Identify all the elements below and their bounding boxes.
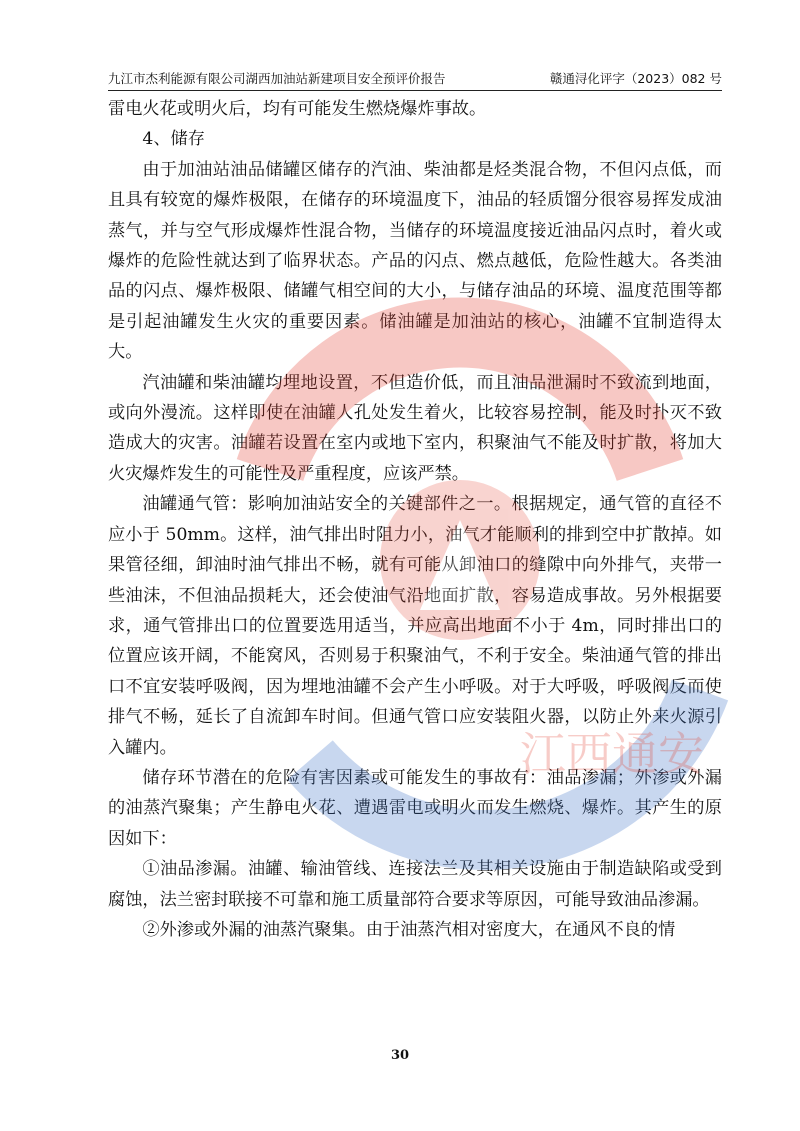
page-header xyxy=(108,68,722,91)
paragraph: 由于加油站油品储罐区储存的汽油、柴油都是烃类混合物，不但闪点低，而且具有较宽的爆炸极限，在储存的环境温度下，油品的轻质馏分很容易挥发成油蒸气，并与空气形成爆炸性混合物，当储存的环境温度接近油品闪点时，着火或爆炸的危险性就达到了临界状态。产品的闪点、燃点越低，危险性越大。各类油品的闪点、爆炸极限、储罐气相空间的大小，与储存油品的环境、温度范围等都是引起油罐发生火灾的重要因素。储油罐是加油站的核心，油罐不宜制造得太大。 xyxy=(108,159,722,363)
paragraph: ①油品渗漏。油罐、输油管线、连接法兰及其相关设施由于制造缺陷或受到腐蚀，法兰密封联接不可靠和施工质量部符合要求等原因，可能导致油品渗漏。 xyxy=(108,859,722,910)
page-number: 30 xyxy=(390,1048,410,1063)
report-title: 九江市杰利能源有限公司湖西加油站新建项目安全预评价报告 xyxy=(108,71,446,86)
section-heading-storage: 4、储存 xyxy=(142,129,205,150)
paragraph: 油罐通气管：影响加油站安全的关键部件之一。根据规定，通气管的直径不应小于 50mm。这样，油气排出时阻力小，油气才能顺利的排到空中扩散掉。如果管径细，卸油时油气排出不畅，就有可能从卸油口的缝隙中向外排气，夹带一些油沫，不但油品损耗大，还会使油气沿地面扩散，容易造成事故。另外根据要求，通气管排出口的位置要选用适当，并应高出地面不小于 4m，同时排出口的位置应该开阔，不能窝风，否则易于积聚油气，不利于安全。柴油通气管的排出口不宜安装呼吸阀，因为埋地油罐不会产生小呼吸。对于大呼吸，呼吸阀反而使排气不畅，延长了自流卸车时间。但通气管口应安装阻火器，以防止外来火源引入罐内。 xyxy=(108,494,722,758)
paragraph-continuation: 雷电火花或明火后，均有可能发生燃烧爆炸事故。 xyxy=(108,99,487,119)
report-number: 赣通浔化评字（2023）082 号 xyxy=(549,71,722,86)
paragraph: ②外渗或外漏的油蒸汽聚集。由于油蒸汽相对密度大，在通风不良的情 xyxy=(142,919,676,940)
paragraph: 储存环节潜在的危险有害因素或可能发生的事故有：油品渗漏；外渗或外漏的油蒸汽聚集；产生静电火花、遭遇雷电或明火而发生燃烧、爆炸。其产生的原因如下： xyxy=(108,767,722,849)
watermark-text: 江西通安 xyxy=(520,727,704,781)
paragraph: 汽油罐和柴油罐均埋地设置，不但造价低，而且油品泄漏时不致流到地面，或向外漫流。这样即使在油罐人孔处发生着火，比较容易控制，能及时扑灭不致造成大的灾害。油罐若设置在室内或地下室内，积聚油气不能及时扩散，将加大火灾爆炸发生的可能性及严重程度，应该严禁。 xyxy=(108,372,722,484)
body-text xyxy=(108,94,722,945)
